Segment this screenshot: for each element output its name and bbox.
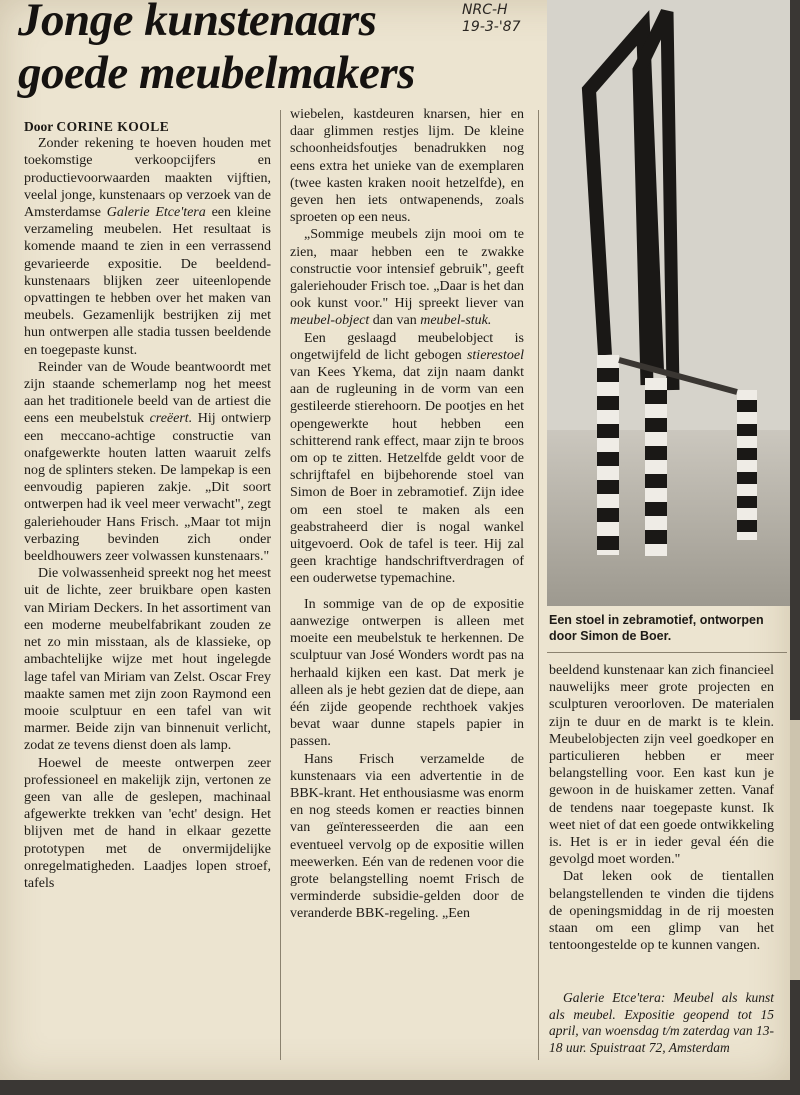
article-column-1 [24,118,271,892]
paragraph: In sommige van de op de expositie aanwezige ontwerpen is alleen met moeite een meubelstuk te herkennen. De sculptuur van José Wonders wordt pas na herhaald kijken een kast. Dat merk je alleen als je hebt gezien dat de diepe, aan één zijde geopende rechthoek vakjes bevat waar dunne stapels papier in passen. [290,596,524,750]
zebra-chair-illustration [547,0,790,606]
paragraph [290,226,524,329]
paragraph: Die volwassenheid spreekt nog het meest uit de lichte, zeer bruikbare open kasten van Miriam Deckers. In het assortiment van een moderne meubelfabrikant zouden ze net zo min misstaan, als de klassieke, op ambachtelijke wijze met hout ingelegde lage tafel van Miriam van Zelst. Oscar Frey maakte samen met zijn zoon Raymond een mooie sculptuur en een tafel van wit marmer. Beide zijn van binnenuit verlicht, zodat ze tevens dienst doen als lamp. [24,566,271,754]
text: Een geslaagd meubelobject is ongetwijfeld de licht gebogen [290,330,524,363]
text: „Sommige meubels zijn mooi om te zien, maar hebben een te zwakke constructie voor intensief gebruik", geeft galeriehouder Frisch toe. „Daar is het dan ook kunst voor." Hij spreekt liever van [290,227,524,312]
text: Reinder van de Woude beantwoordt met zijn staande schemerlamp nog het meest aan het traditionele beeld van de artiest die eens een meubelstuk [24,359,271,427]
text: Hij ontwierp een meccano-achtige constructie van onafgewerkte houten latten waaruit zelfs nog de splinters steken. De lampekap is een eenvoudig papieren zakje. „Dit soort ontwerpen had ik veel meer verwacht", zegt galeriehouder Hans Frisch. „Maar tot mijn verbazing bevinden zich onder beeldhouwers zeer volwassen kunstenaars." [24,411,272,565]
emphasis-text: Galerie Etce'tera [106,205,206,221]
byline-prefix: Door [24,119,53,134]
headline [18,0,458,100]
chair-leg [645,378,667,556]
paragraph [24,135,271,359]
text: een kleine verzameling meubelen. Het resultaat is komende maand te zien in een verrassend gevarieerde expositie. De beeldend-kunstenaars blijken zeer uiteenlopende opvattingen te hebben over het maken van meubels. Gezamenlijk bestrijken zij met hun ontwerpen alle stadia tussen beeldende en toegepaste kunst. [24,205,271,358]
emphasis-text: meubel-object [290,313,370,329]
handwritten-date: 19-3-'87 [462,19,521,35]
column-divider [280,110,281,1060]
text: van Kees Ykema, dat zijn naam dankt aan de rugleuning in de vorm van een gestileerde stierehoorn. De pootjes en het opengewerkte hout hebben een schitterend rank effect, maar zijn te broos om op te zitten. Hetzelfde geldt voor de schrijftafel en bijbehorende stoel van Simon de Boer in zebramotief. Zijn idee om een stoel te maken als een geabstraheerd dier is nogal wankel uitgevoerd. Ook de tafel is teer. Hij zal geen krachtige handschriftverdragen of een ouderwetse typemachine. [290,365,524,587]
paragraph [24,359,271,565]
paragraph: beeldend kunstenaar kan zich financieel nauwelijks meer grote projecten en sculpturen veroorloven. De materialen zijn te duur en de markt is te klein. Meubelobjecten zijn veel goedkoper en particulieren hebben er meer belangstelling voor. Een kast kun je gewoon in de huiskamer zetten. Vanaf de tendens naar toegepaste kunst. Ik weet niet of dat een goede ontwikkeling is. Het is er in ieder geval één die gevolgd moet worden." [549,663,774,868]
byline [24,118,271,135]
text: Zonder rekening te hoeven houden met toekomstige verkoopcijfers en productievoorwaarden maakten vijftien, veelal jonge, kunstenaars op verzoek van de Amsterdamse [24,136,271,221]
paragraph: Hans Frisch verzamelde de kunstenaars via een advertentie in de BBK-krant. Het enthousiasme was enorm en nog steeds komen er reacties binnen van geïnteresseerden die aan een eventueel vervolg op de expositie willen meewerken. Eén van de redenen voor die grote belangstelling noemt Frisch de verminderde subsidie-gelden door de veranderde BBK-regeling. „Een [290,751,524,922]
zebra-chair-photo [547,0,790,606]
exhibition-info [549,990,774,1056]
headline-line-1: Jonge kunstenaars [18,0,377,46]
chair-leg [597,355,619,555]
headline-line-2: goede meubelmakers [18,47,415,99]
paragraph: Dat leken ook de tientallen belangstellenden te vinden die tijdens de openingsmiddag in de rij moesten staan om een glimp van het tentoongestelde op te kunnen vangen. [549,869,774,954]
emphasis-text: meubel-stuk. [420,313,492,329]
chair-leg [737,390,757,540]
handwritten-source: NRC-H [462,2,508,18]
emphasis-text: creëert. [149,411,193,427]
byline-author: CORINE KOOLE [56,119,170,134]
article-column-3 [549,662,774,954]
paragraph [290,330,524,588]
text: dan van [372,313,417,329]
caption-rule [547,652,787,653]
article-column-2 [290,106,524,923]
photo-caption: Een stoel in zebramotief, ontworpen door Simon de Boer. [549,613,764,643]
exhibition-info-text: Galerie Etce'tera: Meubel als kunst als meubel. Expositie geopend tot 15 april, van woensdag t/m zaterdag van 13-18 uur. Spuistraat 72, Amsterdam [549,990,774,1055]
adjacent-clipping-edge [790,720,800,980]
emphasis-text: stierestoel [466,347,524,363]
column-divider [538,110,539,1060]
paragraph: wiebelen, kastdeuren knarsen, hier en daar glimmen restjes lijm. De kleine schoonheidsfoutjes benadrukken nog eens extra het unieke van de exemplaren (twee kasten kraken nooit hetzelfde), en geven hen iets ontwapenends, zoals sproeten op een neus. [290,107,524,226]
paragraph: Hoewel de meeste ontwerpen zeer professioneel en makelijk zijn, vertonen ze geen van alle de geslepen, machinaal afgewerkte trekken van 'echt' design. Het blijven met de hand in elkaar gezette prototypen met de onvermijdelijke onregelmatigheden. Laadjes lopen stroef, tafels [24,755,271,891]
